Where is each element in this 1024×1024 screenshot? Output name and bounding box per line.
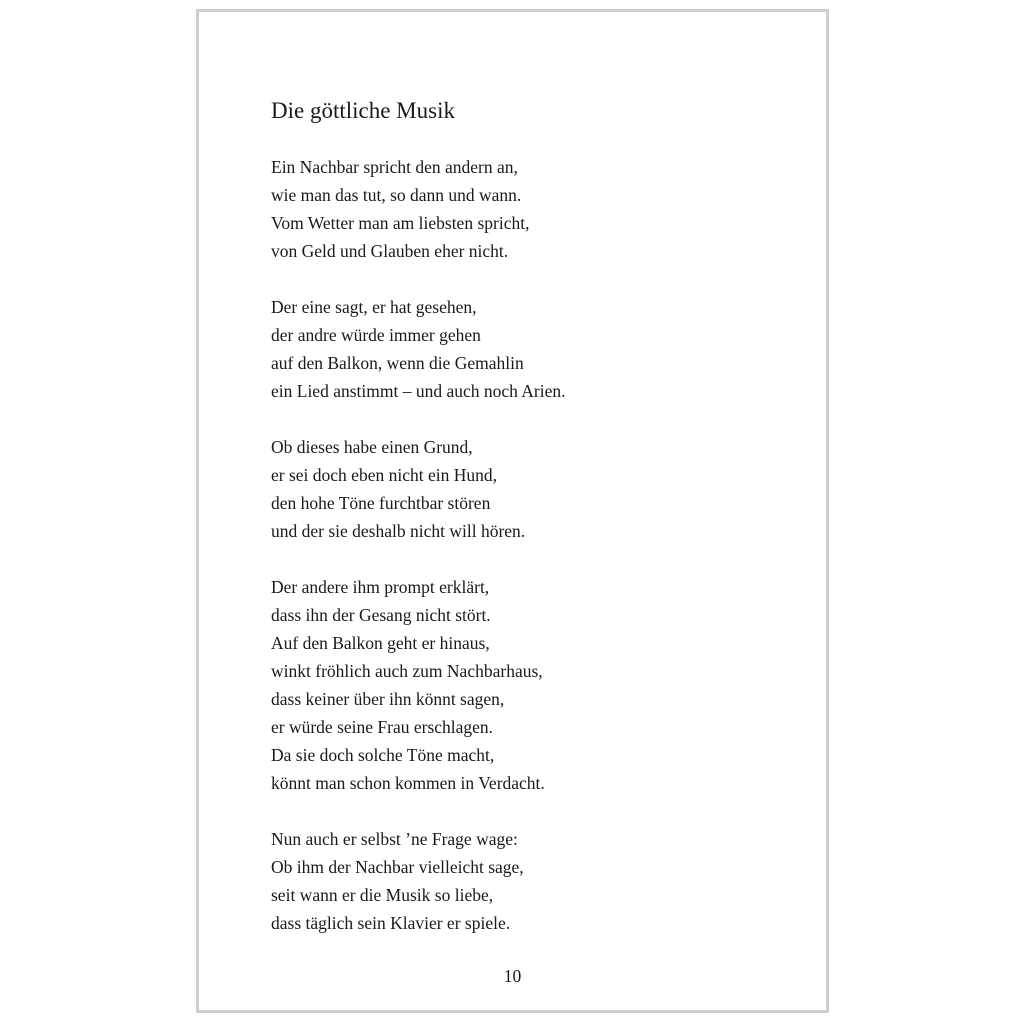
- verse-line: wie man das tut, so dann und wann.: [271, 185, 522, 205]
- stanza-1: [271, 153, 791, 265]
- verse-line: er sei doch eben nicht ein Hund,: [271, 465, 497, 485]
- verse-line: Vom Wetter man am liebsten spricht,: [271, 213, 530, 233]
- verse-line: könnt man schon kommen in Verdacht.: [271, 773, 545, 793]
- verse-line: Nun auch er selbst ’ne Frage wage:: [271, 829, 518, 849]
- verse-line: von Geld und Glauben eher nicht.: [271, 241, 509, 261]
- verse-line: seit wann er die Musik so liebe,: [271, 885, 494, 905]
- verse-line: dass täglich sein Klavier er spiele.: [271, 913, 511, 933]
- stanza-3: [271, 433, 791, 545]
- stanza-2: [271, 293, 791, 405]
- verse-line: Ein Nachbar spricht den andern an,: [271, 157, 518, 177]
- verse-line: Der andere ihm prompt erklärt,: [271, 577, 490, 597]
- verse-line: ein Lied anstimmt – und auch noch Arien.: [271, 381, 566, 401]
- verse-line: winkt fröhlich auch zum Nachbarhaus,: [271, 661, 543, 681]
- verse-line: auf den Balkon, wenn die Gemahlin: [271, 353, 524, 373]
- verse-line: dass ihn der Gesang nicht stört.: [271, 605, 491, 625]
- poem: [271, 94, 791, 965]
- page-number: 10: [503, 966, 522, 986]
- verse-line: Auf den Balkon geht er hinaus,: [271, 633, 490, 653]
- verse-line: Ob ihm der Nachbar vielleicht sage,: [271, 857, 524, 877]
- poem-title: Die göttliche Musik: [271, 98, 455, 123]
- verse-line: der andre würde immer gehen: [271, 325, 481, 345]
- verse-line: Ob dieses habe einen Grund,: [271, 437, 473, 457]
- stanza-5: [271, 825, 791, 937]
- verse-line: Da sie doch solche Töne macht,: [271, 745, 495, 765]
- verse-line: Der eine sagt, er hat gesehen,: [271, 297, 477, 317]
- stanza-4: [271, 573, 791, 797]
- book-page: [196, 9, 829, 1013]
- verse-line: und der sie deshalb nicht will hören.: [271, 521, 526, 541]
- verse-line: er würde seine Frau erschlagen.: [271, 717, 494, 737]
- verse-line: den hohe Töne furchtbar stören: [271, 493, 491, 513]
- verse-line: dass keiner über ihn könnt sagen,: [271, 689, 505, 709]
